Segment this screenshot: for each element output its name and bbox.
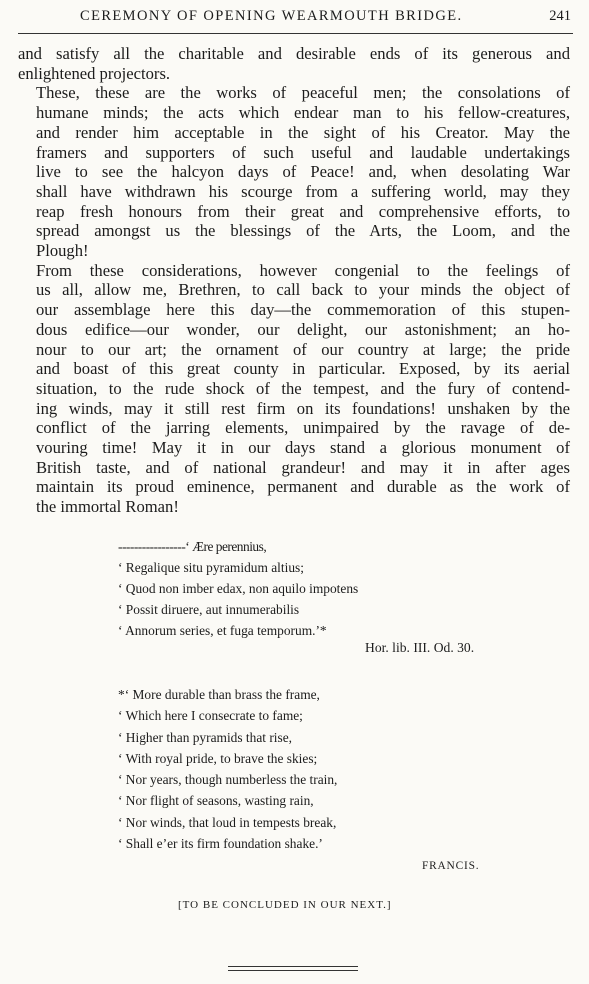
quote-attribution: Hor. lib. III. Od. 30. <box>365 640 475 655</box>
verse-line: ‘ Quod non imber edax, non aquilo impotens <box>118 581 359 596</box>
verse-line: ‘ Nor winds, that loud in tempests break, <box>118 814 337 830</box>
verse-line: -----------------‘ Ære perennius, <box>118 539 267 554</box>
verse-line: ‘ Nor flight of seasons, wasting rain, <box>118 793 314 809</box>
verse-translation <box>118 684 498 854</box>
text-line: and satisfy all the charitable and desirable ends of its generous and <box>18 44 570 63</box>
rule-line <box>228 970 358 971</box>
text-line: and boast of this great county in particular. Exposed, by its aerial <box>36 359 570 379</box>
continuation-note: [TO BE CONCLUDED IN OUR NEXT.] <box>178 899 392 911</box>
verse-line: *‘ More durable than brass the frame, <box>118 687 320 702</box>
page-number: 241 <box>549 8 571 24</box>
text-line: us all, allow me, Brethren, to call back to your minds the object of <box>36 280 570 300</box>
text-line: shall have withdrawn his scourge from a suffering world, may they <box>36 181 570 201</box>
text-line: framers and supporters of such useful and laudable undertakings <box>36 142 570 162</box>
text-line: our assemblage here this day—the commemoration of this stupen- <box>36 300 570 320</box>
verse-line: ‘ Possit diruere, aut innumerabilis <box>118 602 300 617</box>
text-line: nour to our art; the ornament of our country at large; the pride <box>36 339 570 359</box>
body-text <box>18 44 570 517</box>
verse-line: ‘ Which here I consecrate to fame; <box>118 708 303 724</box>
text-line: maintain its proud eminence, permanent and durable as the work of <box>36 477 570 497</box>
text-line: enlightened projectors. <box>18 63 171 83</box>
text-line: Plough! <box>36 241 89 261</box>
text-line: live to see the halcyon days of Peace! and, when desolating War <box>36 162 570 182</box>
text-line: humane minds; the acts which endear man to his fellow-creatures, <box>36 103 570 123</box>
text-line: dous edifice—our wonder, our delight, our astonishment; an ho- <box>36 319 570 339</box>
paragraph <box>18 261 570 517</box>
verse-line: ‘ Nor years, though numberless the train, <box>118 772 338 788</box>
text-line: ing winds, may it still rest firm on its foundations! unshaken by the <box>36 398 570 418</box>
end-rule <box>228 966 358 974</box>
running-title: CEREMONY OF OPENING WEARMOUTH BRIDGE. <box>80 8 463 24</box>
text-line: vouring time! May it in our days stand a glorious monument of <box>36 438 570 458</box>
translator-credit: FRANCIS. <box>422 860 480 872</box>
latin-quotation <box>118 536 498 641</box>
text-line: British taste, and of national grandeur! and may it in after ages <box>36 457 570 477</box>
verse-line: ‘ Annorum series, et fuga temporum.’* <box>118 623 327 638</box>
verse-line: ‘ Regalique situ pyramidum altius; <box>118 560 304 575</box>
text-line: and render him acceptable in the sight of his Creator. May the <box>36 122 570 142</box>
text-line: conflict of the jarring elements, unimpaired by the ravage of de- <box>36 418 570 438</box>
text-line: spread amongst us the blessings of the Arts, the Loom, and the <box>36 221 570 241</box>
text-line: situation, to the rude shock of the tempest, and the fury of contend- <box>36 378 570 398</box>
verse-line: ‘ Higher than pyramids that rise, <box>118 729 293 745</box>
text-line: reap fresh honours from their great and comprehensive efforts, to <box>36 201 570 221</box>
paragraph <box>18 44 570 83</box>
text-line: the immortal Roman! <box>36 497 179 517</box>
paragraph <box>18 83 570 260</box>
rule-line <box>228 966 358 967</box>
header-rule <box>18 33 573 34</box>
verse-line: ‘ With royal pride, to brave the skies; <box>118 750 318 766</box>
text-line: These, these are the works of peaceful men; the consolations of <box>36 83 570 103</box>
verse-line: ‘ Shall e’er its firm foundation shake.’ <box>118 836 323 852</box>
text-line: From these considerations, however congenial to the feelings of <box>36 260 570 280</box>
page-header <box>18 6 573 30</box>
